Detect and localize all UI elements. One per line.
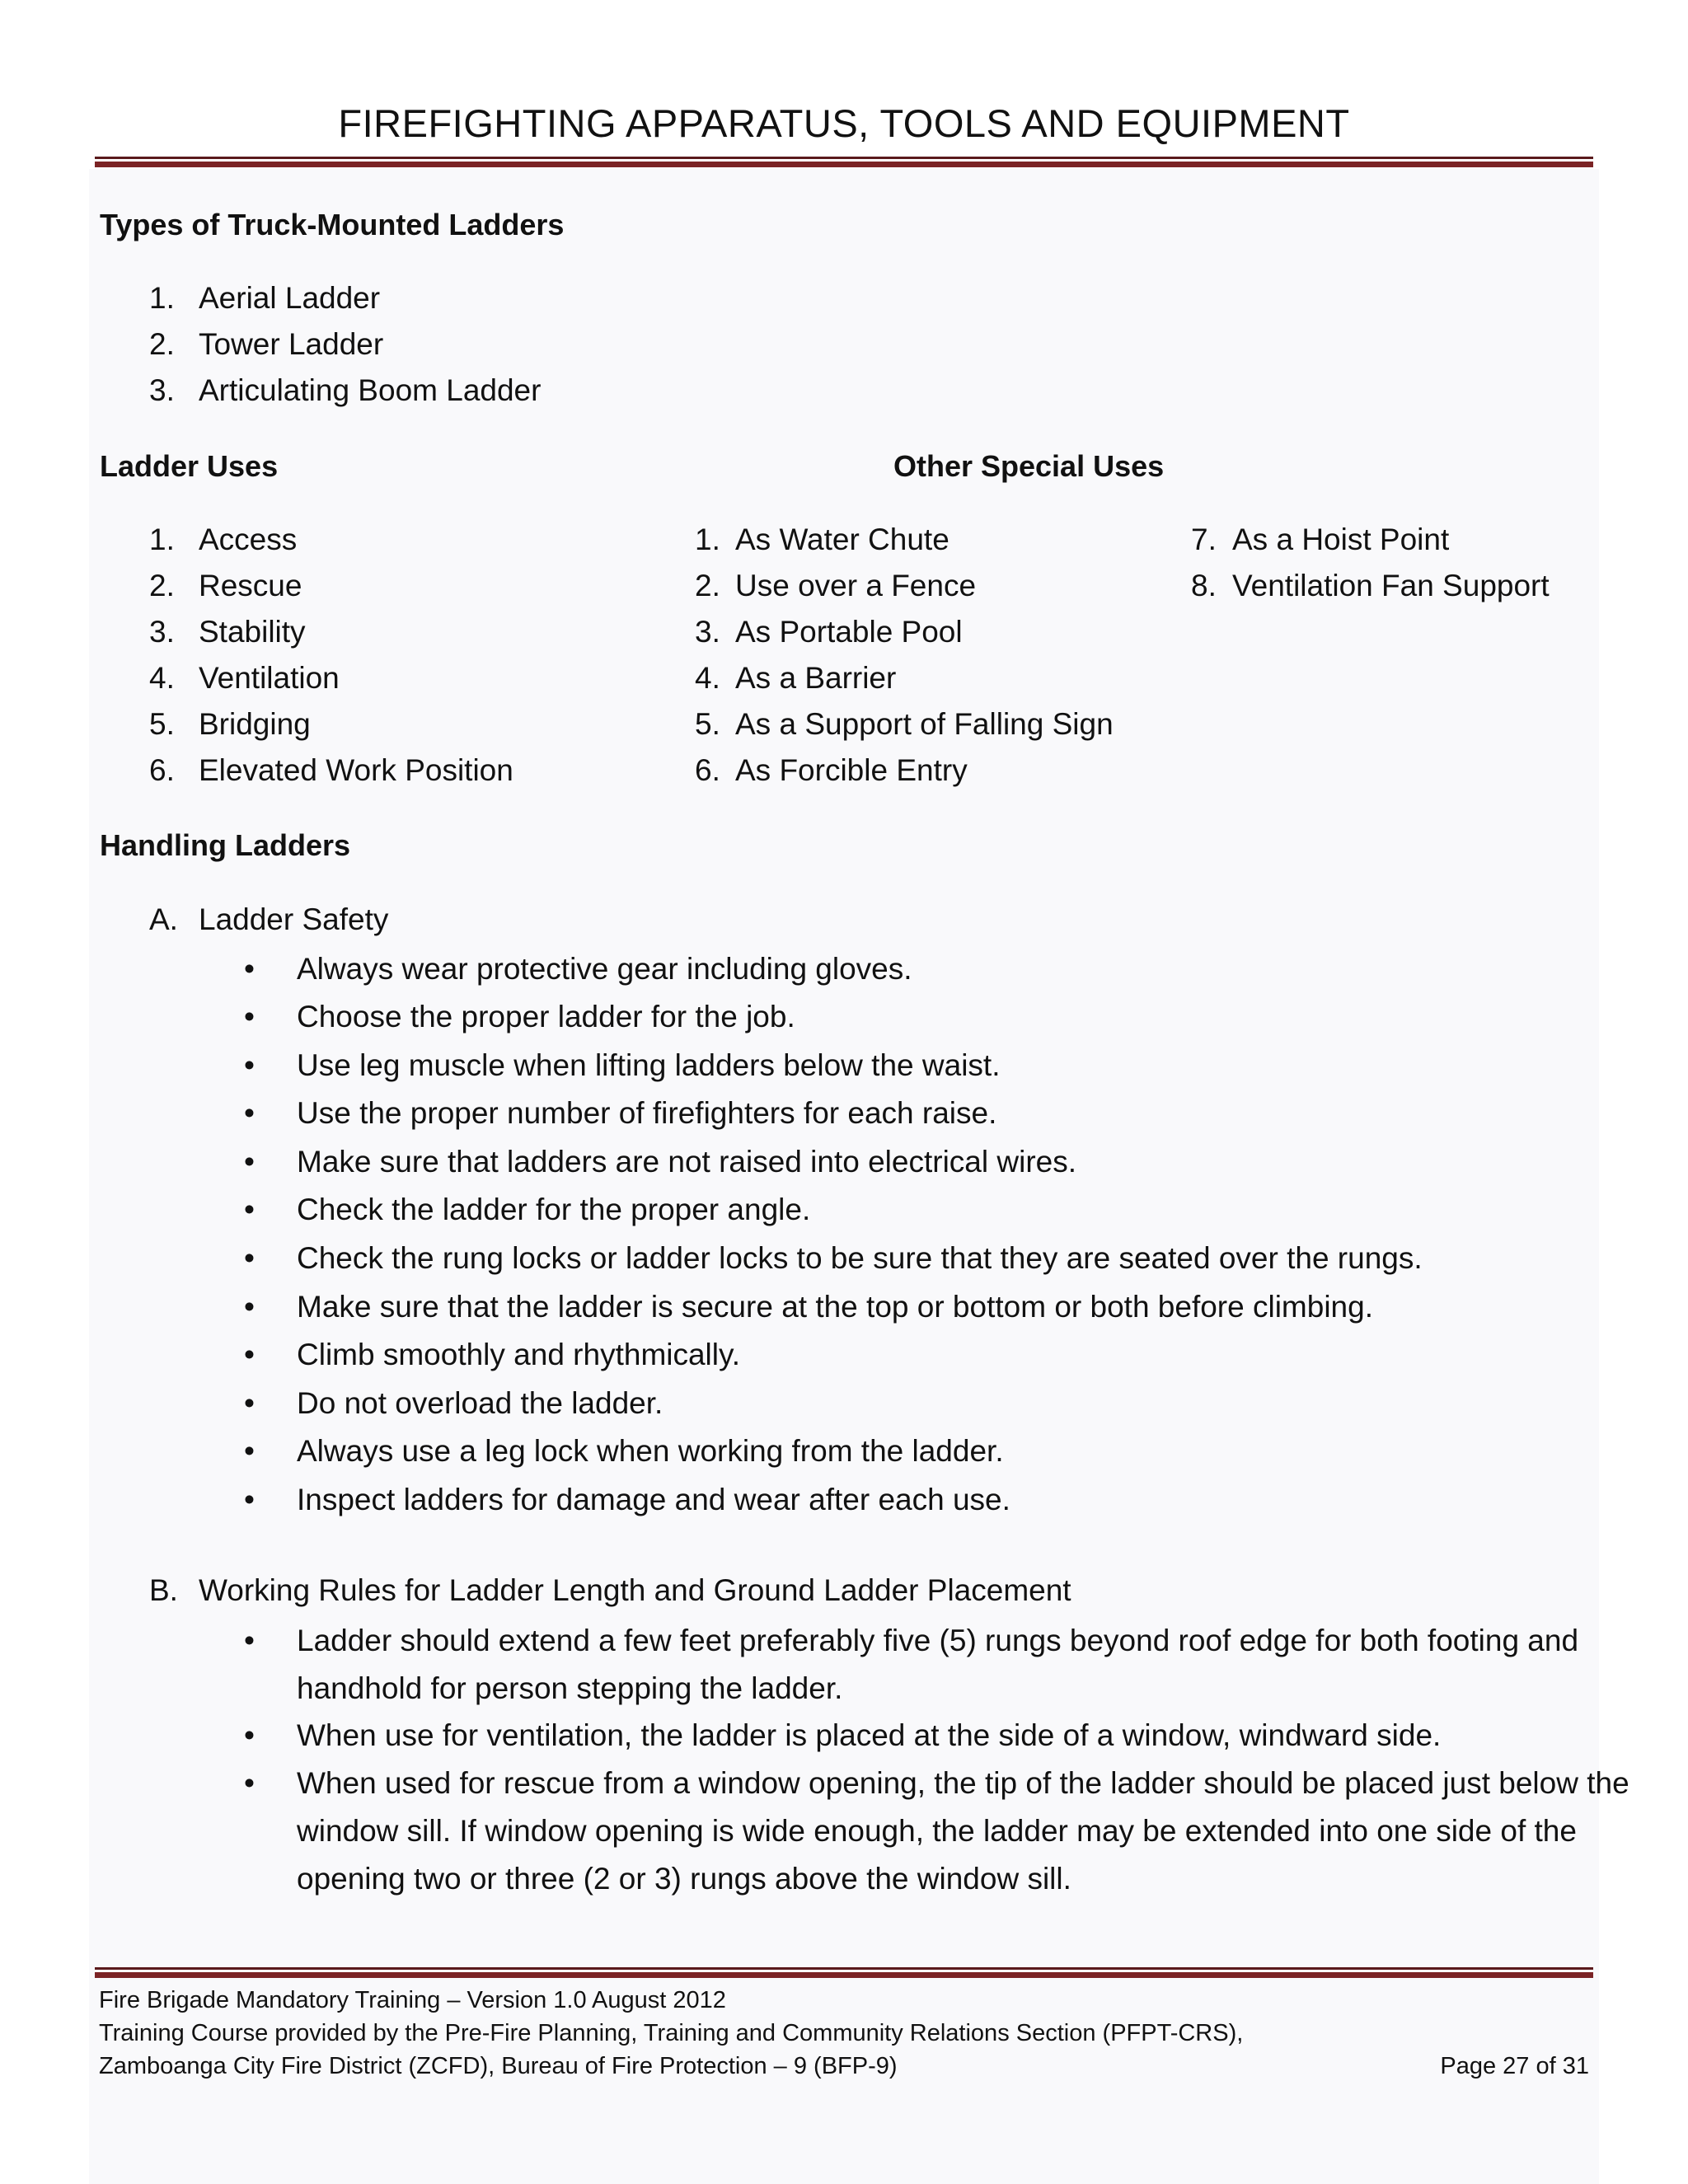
list-item <box>149 661 340 696</box>
list-text: As Water Chute <box>735 523 950 556</box>
list-number: 6. <box>695 753 720 787</box>
page-title: FIREFIGHTING APPARATUS, TOOLS AND EQUIPMENT <box>338 101 1350 145</box>
bullet-item: • Check the rung locks or ladder locks to be sure that they are seated over the rungs. <box>244 1235 1648 1282</box>
list-item <box>695 707 1114 742</box>
list-text: As a Support of Falling Sign <box>735 707 1114 741</box>
list-text: Use over a Fence <box>735 569 977 602</box>
list-text: As Forcible Entry <box>735 753 968 787</box>
list-number: 3. <box>695 615 720 649</box>
list-text: Stability <box>199 615 306 649</box>
list-number: 4. <box>695 661 720 695</box>
list-number: 3. <box>149 615 175 649</box>
list-item <box>149 523 297 557</box>
list-text: As Portable Pool <box>735 615 963 649</box>
list-item <box>149 707 311 742</box>
bullet-item: • When use for ventilation, the ladder is placed at the side of a window, windward side. <box>244 1712 1648 1760</box>
subsection-text: Working Rules for Ladder Length and Ground Ladder Placement <box>199 1573 1071 1607</box>
bullet-item: • Inspect ladders for damage and wear after each use. <box>244 1476 1648 1524</box>
bullet-item: • Use the proper number of firefighters for each raise. <box>244 1090 1648 1137</box>
footer-line-1: Fire Brigade Mandatory Training – Version 1.0 August 2012 <box>99 1987 726 2013</box>
list-item <box>149 373 541 408</box>
subsection-title-working-rules <box>149 1573 1071 1608</box>
list-number: 3. <box>149 373 175 407</box>
list-text: As a Hoist Point <box>1232 523 1450 556</box>
list-item <box>695 523 950 557</box>
list-item <box>695 753 968 788</box>
bullet-item: • Make sure that the ladder is secure at the top or bottom or both before climbing. <box>244 1283 1648 1331</box>
list-text: As a Barrier <box>735 661 897 695</box>
list-text: Bridging <box>199 707 311 741</box>
list-item <box>149 569 302 603</box>
subsection-title-ladder-safety <box>149 902 388 937</box>
subsection-text: Ladder Safety <box>199 902 389 936</box>
list-item <box>149 615 306 649</box>
footer-divider <box>95 1967 1593 1978</box>
list-item <box>695 661 896 696</box>
list-number: 2. <box>149 569 175 602</box>
subsection-label: B. <box>149 1573 178 1607</box>
footer-line-3: Zamboanga City Fire District (ZCFD), Bureau of Fire Protection – 9 (BFP-9) <box>99 2053 898 2079</box>
list-number: 2. <box>149 327 175 361</box>
list-number: 7. <box>1191 523 1217 556</box>
list-number: 4. <box>149 661 175 695</box>
bullet-item: • Use leg muscle when lifting ladders below the waist. <box>244 1042 1648 1090</box>
list-number: 1. <box>149 281 175 315</box>
list-text: Elevated Work Position <box>199 753 513 787</box>
section-heading-handling-ladders: Handling Ladders <box>100 828 351 862</box>
section-heading-ladder-uses: Ladder Uses <box>100 449 279 483</box>
list-text: Ventilation <box>199 661 340 695</box>
list-text: Articulating Boom Ladder <box>199 373 542 407</box>
list-text: Rescue <box>199 569 302 602</box>
footer-line-2: Training Course provided by the Pre-Fire Planning, Training and Community Relations Section (PFPT-CRS), <box>99 2020 1244 2046</box>
list-number: 8. <box>1191 569 1217 602</box>
list-text: Aerial Ladder <box>199 281 381 315</box>
section-heading-special-uses: Other Special Uses <box>893 449 1165 483</box>
list-number: 1. <box>149 523 175 556</box>
bullet-item: • Always wear protective gear including gloves. <box>244 945 1648 993</box>
section-heading-truck-ladders: Types of Truck-Mounted Ladders <box>100 208 565 241</box>
list-item <box>1191 523 1449 557</box>
list-number: 5. <box>149 707 175 741</box>
bullet-item: • Climb smoothly and rhythmically. <box>244 1331 1648 1379</box>
subsection-label: A. <box>149 902 178 936</box>
list-number: 1. <box>695 523 720 556</box>
list-item <box>149 753 513 788</box>
bullet-item: • Ladder should extend a few feet preferably five (5) rungs beyond roof edge for both footing and handhold for person stepping the ladder. <box>244 1617 1648 1713</box>
list-number: 6. <box>149 753 175 787</box>
bullet-item: • Do not overload the ladder. <box>244 1380 1648 1427</box>
list-number: 2. <box>695 569 720 602</box>
list-text: Tower Ladder <box>199 327 384 361</box>
list-item <box>695 569 976 603</box>
bullet-item: • Always use a leg lock when working from the ladder. <box>244 1427 1648 1475</box>
list-item <box>1191 569 1550 603</box>
list-item <box>695 615 963 649</box>
header-divider <box>95 157 1593 167</box>
page-number: Page 27 of 31 <box>1440 2053 1589 2079</box>
list-text: Ventilation Fan Support <box>1232 569 1550 602</box>
list-number: 5. <box>695 707 720 741</box>
list-item <box>149 327 383 362</box>
list-text: Access <box>199 523 298 556</box>
bullet-item: • Choose the proper ladder for the job. <box>244 993 1648 1041</box>
bullet-item: • When used for rescue from a window opening, the tip of the ladder should be placed just below the window sill. If window opening is wide enough, the ladder may be extended into one side of the opening two or three (2 or 3) rungs above the window sill. <box>244 1760 1648 1903</box>
list-item <box>149 281 380 316</box>
bullet-item: • Make sure that ladders are not raised into electrical wires. <box>244 1138 1648 1186</box>
bullet-item: • Check the ladder for the proper angle. <box>244 1186 1648 1234</box>
